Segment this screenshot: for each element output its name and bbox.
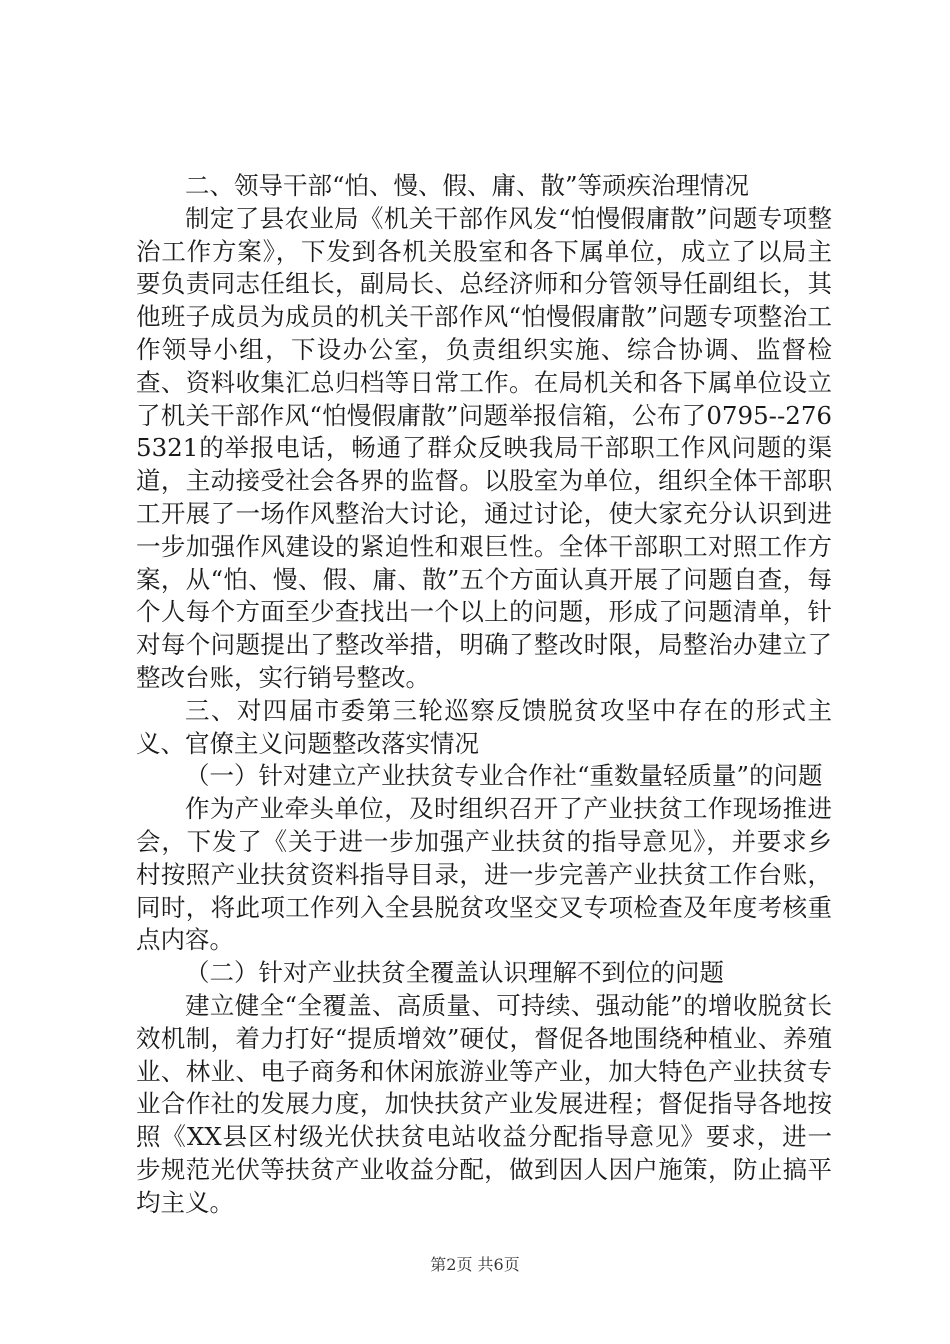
section-3-heading: 三、对四届市委第三轮巡察反馈脱贫攻坚中存在的形式主义、官僚主义问题整改落实情况 [136, 695, 832, 758]
section-3-sub1-body: 作为产业牵头单位，及时组织召开了产业扶贫工作现场推进会，下发了《关于进一步加强产业扶贫的指导意见》，并要求乡村按照产业扶贫资料指导目录，进一步完善产业扶贫工作台账，同时，将此项工作列入全县脱贫攻坚交叉专项检查及年度考核重点内容。 [136, 794, 832, 955]
section-3-sub1-heading: （一）针对建立产业扶贫专业合作社“重数量轻质量”的问题 [185, 761, 823, 791]
section-2-heading: 二、领导干部“怕、慢、假、庸、散”等顽疾治理情况 [185, 171, 750, 200]
section-3-sub2-heading: （二）针对产业扶贫全覆盖认识理解不到位的问题 [185, 958, 724, 988]
document-body [136, 170, 832, 1220]
section-2-body: 制定了县农业局《机关干部作风发“怕慢假庸散”问题专项整治工作方案》，下发到各机关股室和各下属单位，成立了以局主要负责同志任组长，副局长、总经济师和分管领导任副组长，其他班子成员为成员的机关干部作风“怕慢假庸散”问题专项整治工作领导小组，下设办公室，负责组织实施、综合协调、监督检查、资料收集汇总归档等日常工作。在局机关和各下属单位设立了机关干部作风“怕慢假庸散”问题举报信箱，公布了0795--2765321的举报电话，畅通了群众反映我局干部职工作风问题的渠道，主动接受社会各界的监督。以股室为单位，组织全体干部职工开展了一场作风整治大讨论，通过讨论，使大家充分认识到进一步加强作风建设的紧迫性和艰巨性。全体干部职工对照工作方案，从“怕、慢、假、庸、散”五个方面认真开展了问题自查，每个人每个方面至少查找出一个以上的问题，形成了问题清单，针对每个问题提出了整改举措，明确了整改时限，局整治办建立了整改台账，实行销号整改。 [136, 203, 832, 692]
page-number-footer: 第2页 共6页 [430, 1255, 520, 1274]
section-3-sub2-body: 建立健全“全覆盖、高质量、可持续、强动能”的增收脱贫长效机制，着力打好“提质增效”硬仗，督促各地围绕种植业、养殖业、林业、电子商务和休闲旅游业等产业，加大特色产业扶贫专业合作社的发展力度，加快扶贫产业发展进程；督促指导各地按照《XX县区村级光伏扶贫电站收益分配指导意见》要求，进一步规范光伏等扶贫产业收益分配，做到因人因户施策，防止搞平均主义。 [136, 990, 832, 1217]
